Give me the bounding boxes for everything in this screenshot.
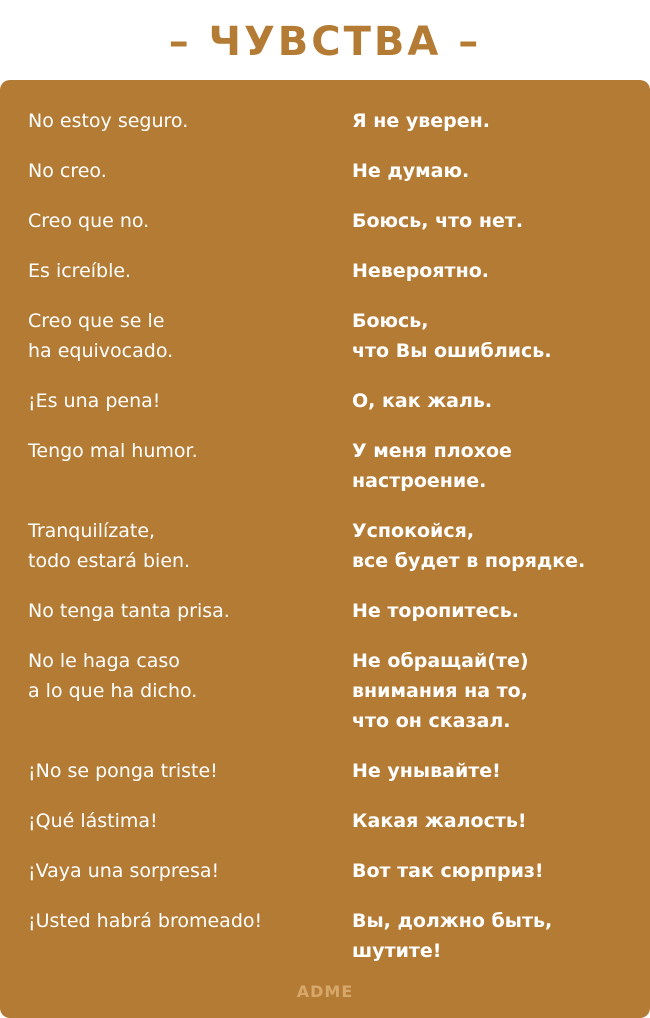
russian-translation: Не торопитесь. [352, 600, 519, 622]
russian-translation: Не унывайте! [352, 760, 501, 782]
spanish-phrase: Tranquilízate, todo estará bien. [28, 520, 191, 572]
spanish-phrase: ¡Qué lástima! [28, 810, 158, 832]
russian-translation: Я не уверен. [352, 110, 491, 132]
russian-translation: Вы, должно быть, шутите! [352, 910, 553, 962]
spanish-phrase: ¡Es una pena! [28, 390, 161, 412]
russian-translation: Успокойся, все будет в порядке. [352, 520, 586, 572]
page-title: – ЧУВСТВА – [168, 19, 482, 65]
russian-translation: Боюсь, что нет. [352, 210, 524, 232]
spanish-phrase: Creo que se le ha equivocado. [28, 310, 174, 362]
spanish-phrase: ¡Vaya una sorpresa! [28, 860, 220, 882]
spanish-phrase: Es icreíble. [28, 260, 132, 282]
spanish-phrase: ¡Usted habrá bromeado! [28, 910, 263, 932]
russian-translation: Какая жалость! [352, 810, 527, 832]
spanish-phrase: ¡No se ponga triste! [28, 760, 218, 782]
russian-translation: Не обращай(те) внимания на то, что он сказал. [352, 650, 529, 732]
russian-translation: Вот так сюрприз! [352, 860, 544, 882]
spanish-phrase: No tenga tanta prisa. [28, 600, 230, 622]
spanish-phrase: No creo. [28, 160, 107, 182]
watermark-logo: ADME [296, 982, 354, 1001]
spanish-phrase: Creo que no. [28, 210, 150, 232]
russian-translation: Невероятно. [352, 260, 489, 282]
spanish-phrase: No le haga caso a lo que ha dicho. [28, 650, 198, 702]
russian-translation: Боюсь, что Вы ошиблись. [352, 310, 552, 362]
russian-translation: О, как жаль. [352, 390, 493, 412]
russian-translation: Не думаю. [352, 160, 470, 182]
spanish-phrase: Tengo mal humor. [28, 440, 198, 462]
russian-translation: У меня плохое настроение. [352, 440, 512, 492]
spanish-phrase: No estoy seguro. [28, 110, 189, 132]
